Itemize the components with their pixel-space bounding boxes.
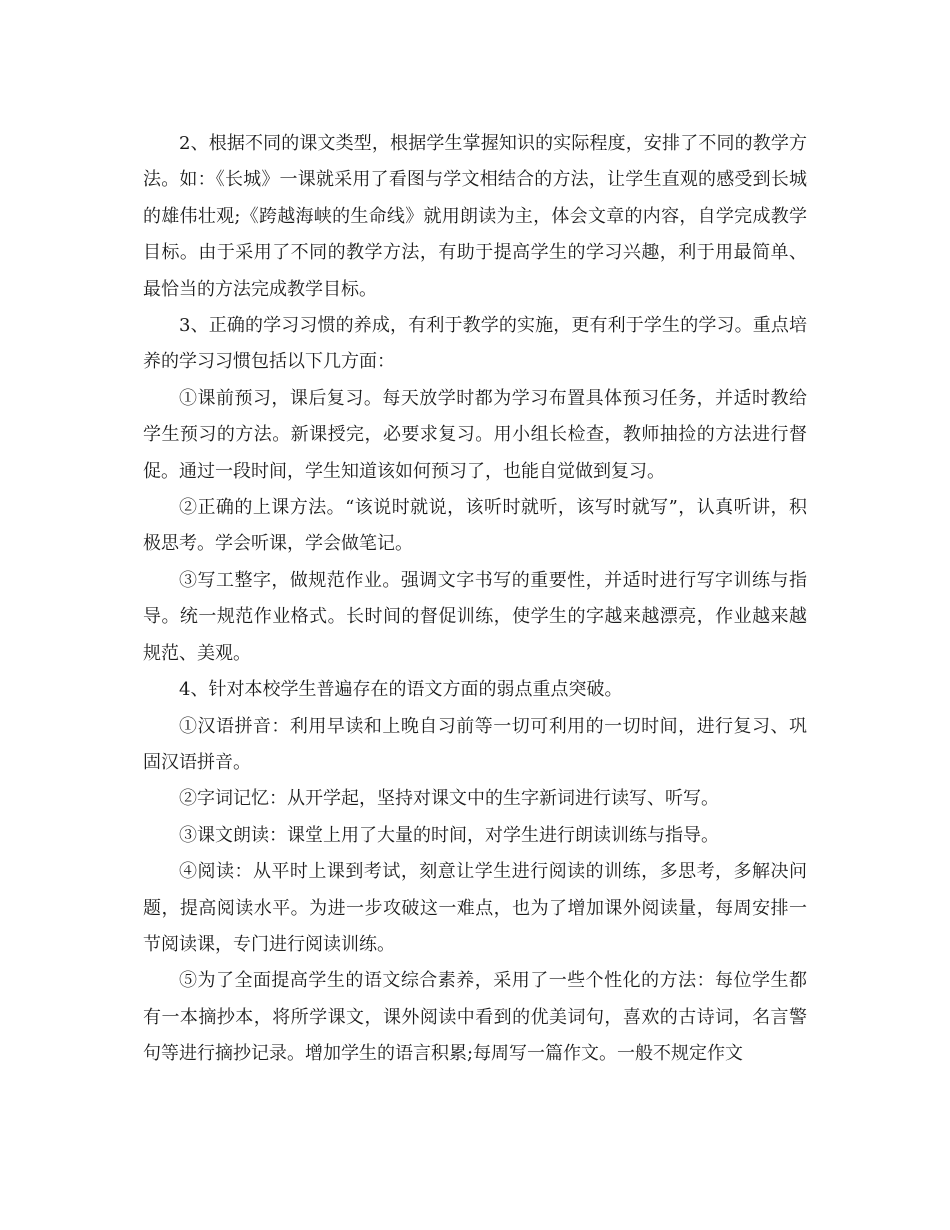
paragraph-study-habits: 3、正确的学习习惯的养成，有利于教学的实施，更有利于学生的学习。重点培养的学习习惯包括以下几方面： <box>143 315 807 373</box>
paragraph-reading: ④阅读：从平时上课到考试，刻意让学生进行阅读的训练，多思考，多解决问题，提高阅读水平。为进一步攻破这一难点，也为了增加课外阅读量，每周安排一节阅读课，专门进行阅读训练。 <box>143 861 807 955</box>
paragraph-handwriting: ③写工整字，做规范作业。强调文字书写的重要性，并适时进行写字训练与指导。统一规范作业格式。长时间的督促训练，使学生的字越来越漂亮，作业越来越规范、美观。 <box>143 569 807 664</box>
paragraph-literacy: ⑤为了全面提高学生的语文综合素养，采用了一些个性化的方法：每位学生都有一本摘抄本，将所学课文，课外阅读中看到的优美词句，喜欢的古诗词，名言警句等进行摘抄记录。增加学生的语言积累;每周写一篇作文。一般不规定作文 <box>143 970 807 1065</box>
paragraph-vocabulary: ②字词记忆：从开学起，坚持对课文中的生字新词进行读写、听写。 <box>179 788 719 810</box>
paragraph-weak-points: 4、针对本校学生普遍存在的语文方面的弱点重点突破。 <box>179 679 623 701</box>
document-body <box>143 126 807 1073</box>
paragraph-pinyin: ①汉语拼音：利用早读和上晚自习前等一切可利用的一切时间，进行复习、巩固汉语拼音。 <box>143 715 807 773</box>
paragraph-class-method: ②正确的上课方法。“该说时就说，该听时就听，该写时就写”，认真听讲，积极思考。学会听课，学会做笔记。 <box>143 497 807 555</box>
paragraph-reading-aloud: ③课文朗读：课堂上用了大量的时间，对学生进行朗读训练与指导。 <box>179 824 719 846</box>
paragraph-preview-review: ①课前预习，课后复习。每天放学时都为学习布置具体预习任务，并适时教给学生预习的方法。新课授完，必要求复习。用小组长检查，教师抽捡的方法进行督促。通过一段时间，学生知道该如何预习了，也能自觉做到复习。 <box>143 387 807 482</box>
paragraph-teaching-methods: 2、根据不同的课文类型，根据学生掌握知识的实际程度，安排了不同的教学方法。如：《长城》一课就采用了看图与学文相结合的方法，让学生直观的感受到长城的雄伟壮观;《跨越海峡的生命线》就用朗读为主，体会文章的内容，自学完成教学目标。由于采用了不同的教学方法，有助于提高学生的学习兴趣，利于用最简单、最恰当的方法完成教学目标。 <box>143 133 807 300</box>
